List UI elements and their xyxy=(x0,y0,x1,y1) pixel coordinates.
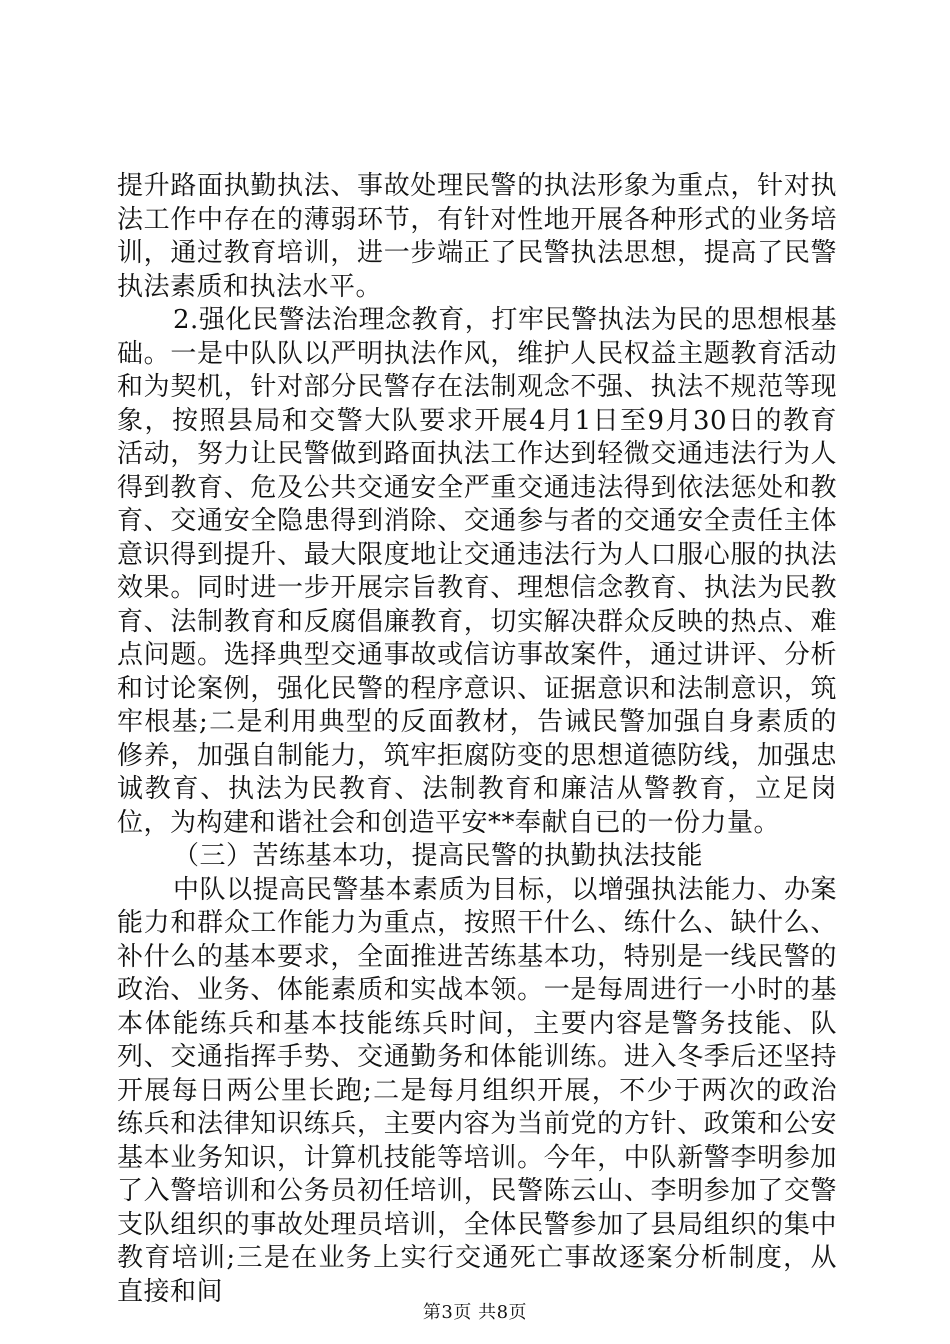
page-footer: 第3页 共8页 xyxy=(422,1302,528,1323)
paragraph-2: 2.强化民警法治理念教育，打牢民警执法为民的思想根基础。一是中队队以严明执法作风，维护人民权益主题教育活动和为契机，针对部分民警存在法制观念不强、执法不规范等现象，按照县局和交警大队要求开展4月1日至9月30日的教育活动，努力让民警做到路面执法工作达到轻微交通违法行为人得到教育、危及公共交通安全严重交通违法得到依法惩处和教育、交通安全隐患得到消除、交通参与者的交通安全责任主体意识得到提升、最大限度地让交通违法行为人口服心服的执法效果。同时进一步开展宗旨教育、理想信念教育、执法为民教育、法制教育和反腐倡廉教育，切实解决群众反映的热点、难点问题。选择典型交通事故或信访事故案件，通过讲评、分析和讨论案例，强化民警的程序意识、证据意识和法制意识，筑牢根基;二是利用典型的反面教材，告诫民警加强自身素质的修养，加强自制能力，筑牢拒腐防变的思想道德防线，加强忠诚教育、执法为民教育、法制教育和廉洁从警教育，立足岗位，为构建和谐社会和创造平安**奉献自已的一份力量。 xyxy=(117,305,837,838)
paragraph-3: 中队以提高民警基本素质为目标，以增强执法能力、办案能力和群众工作能力为重点，按照干什么、练什么、缺什么、补什么的基本要求，全面推进苦练基本功，特别是一线民警的政治、业务、体能素质和实战本领。一是每周进行一小时的基本体能练兵和基本技能练兵时间，主要内容是警务技能、队列、交通指挥手势、交通勤务和体能训练。进入冬季后还坚持开展每日两公里长跑;二是每月组织开展，不少于两次的政治练兵和法律知识练兵，主要内容为当前党的方针、政策和公安基本业务知识，计算机技能等培训。今年，中队新警李明参加了入警培训和公务员初任培训，民警陈云山、李明参加了交警支队组织的事故处理员培训，全体民警参加了县局组织的集中教育培训;三是在业务上实行交通死亡事故逐案分析制度，从直接和间 xyxy=(117,874,837,1307)
section-heading-3: （三）苦练基本功，提高民警的执勤执法技能 xyxy=(173,841,704,871)
paragraph-1: 提升路面执勤执法、事故处理民警的执法形象为重点，针对执法工作中存在的薄弱环节，有针对性地开展各种形式的业务培训，通过教育培训，进一步端正了民警执法思想，提高了民警执法素质和执法水平。 xyxy=(117,171,837,302)
document-body xyxy=(117,170,837,1309)
